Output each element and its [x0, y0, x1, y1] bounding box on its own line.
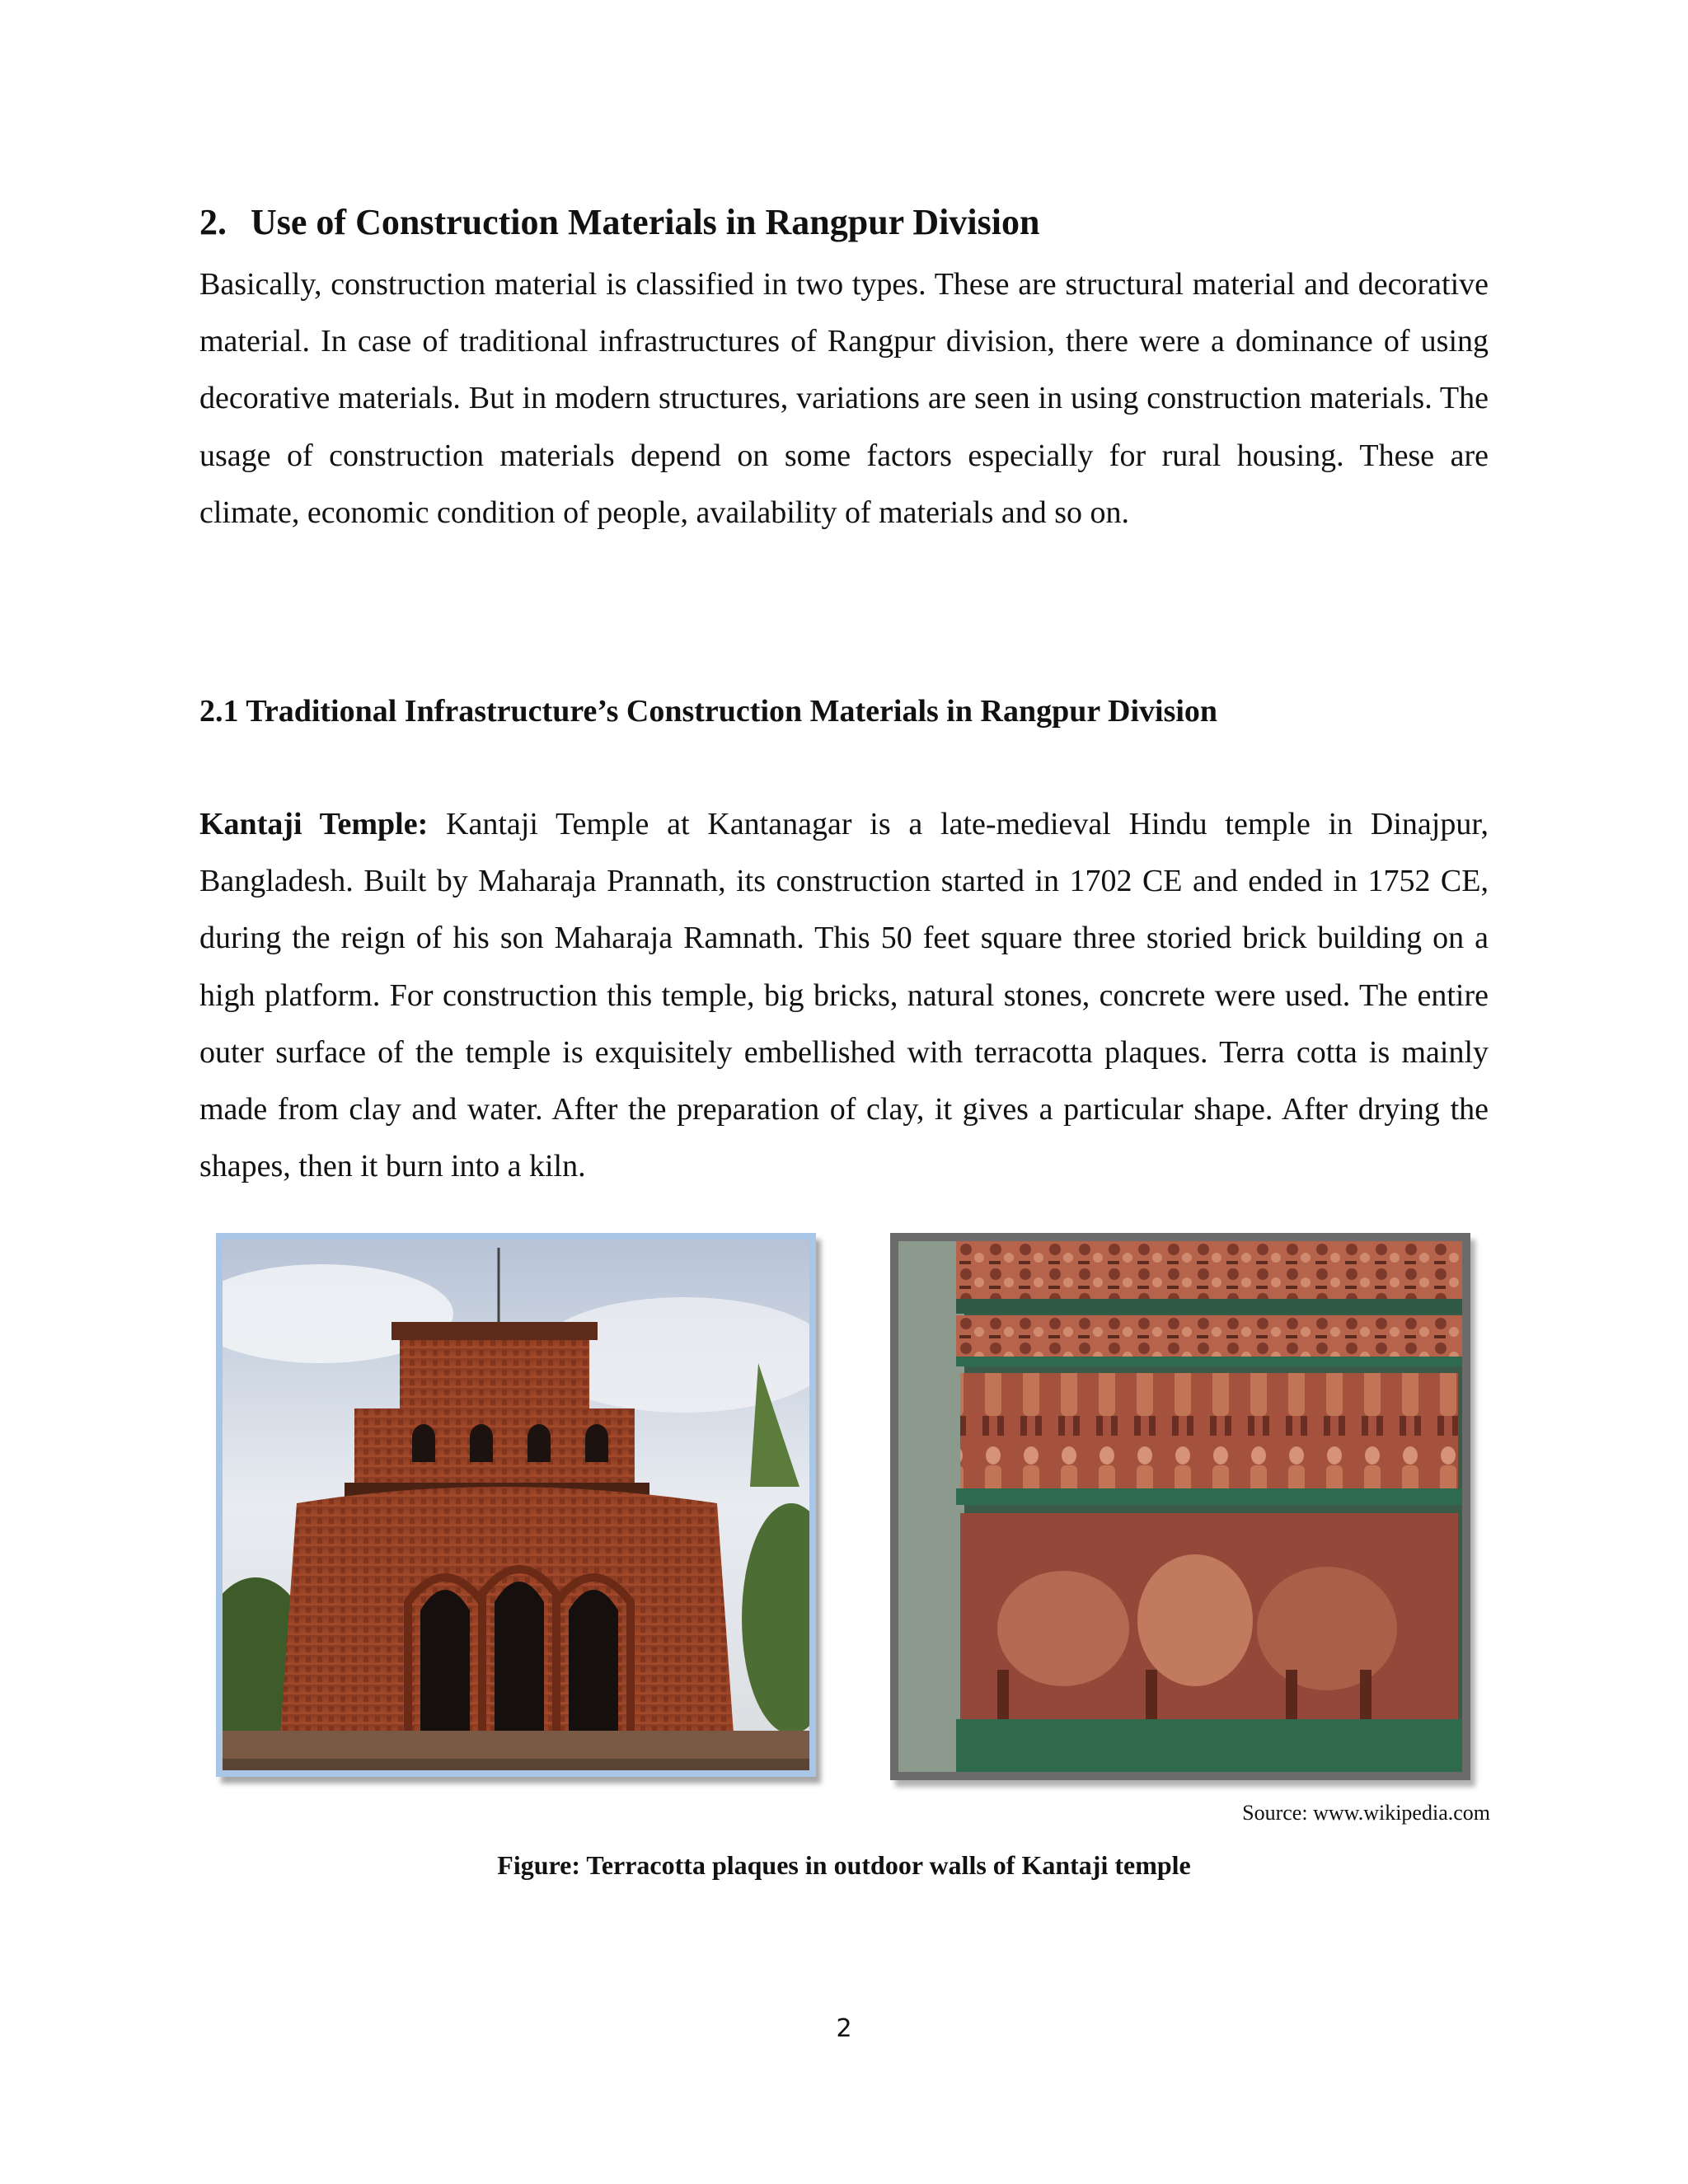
page-number: 2 [836, 2014, 852, 2043]
kantaji-lead: Kantaji Temple: [199, 807, 429, 841]
subsection-heading: 2.1 Traditional Infrastructure’s Construction Materials in Rangpur Division [199, 694, 1218, 729]
kantaji-paragraph [199, 796, 1489, 1195]
kantaji-text: Kantaji Temple at Kantanagar is a late-medieval Hindu temple in Dinajpur, Bangladesh. Built by Maharaja Prannath, its construction started in 1702 CE and ended in 1752 CE, during the reign of his son Maharaja Ramnath. This 50 feet square three storied brick building on a high platform. For construction this temple, big bricks, natural stones, concrete were used. The entire outer surface of the temple is exquisitely embellished with terracotta plaques. Terra cotta is mainly made from clay and water. After the preparation of clay, it gives a particular shape. After drying the shapes, then it burn into a kiln. [199, 807, 1489, 1184]
section-heading [199, 198, 1485, 247]
figure-source: Source: www.wikipedia.com [1242, 1801, 1490, 1825]
terracotta-plaques-photo [890, 1233, 1470, 1780]
section-paragraph: Basically, construction material is classified in two types. These are structural material and decorative material. In case of traditional infrastructures of Rangpur division, there were a dominance of using decorative materials. But in modern structures, variations are seen in using construction materials. The usage of construction materials depend on some factors especially for rural housing. These are climate, economic condition of people, availability of materials and so on. [199, 267, 1489, 530]
figure-caption: Figure: Terracotta plaques in outdoor walls of Kantaji temple [497, 1850, 1191, 1880]
temple-photo [216, 1233, 816, 1777]
section-title: Use of Construction Materials in Rangpur Division [251, 202, 1040, 242]
section-number: 2. [199, 202, 227, 242]
terracotta-illustration [898, 1241, 1462, 1772]
temple-illustration [223, 1240, 809, 1770]
